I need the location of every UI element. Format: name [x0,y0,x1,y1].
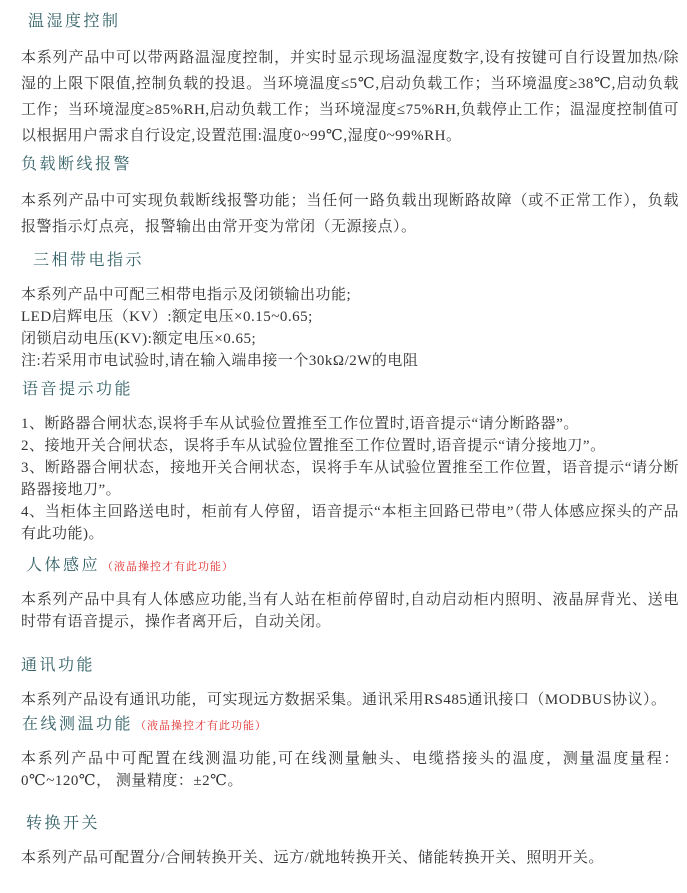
section-title-text: 转换开关 [26,815,101,832]
section-heading [21,13,679,32]
section-human-body-sensing [21,557,679,633]
section-voice-prompt [21,381,679,545]
section-heading [21,252,679,271]
section-title-text: 温湿度控制 [28,13,121,30]
section-title-text: 语音提示功能 [22,381,134,398]
list-item: 3、断路器合闸状态，接地开关合闸状态，误将手车从试验位置推至工作位置，语音提示“请分断路器接地刀”。 [21,460,679,498]
section-heading [21,381,679,400]
paragraph: 本系列产品中具有人体感应功能,当有人站在柜前停留时,自动启动柜内照明、液晶屏背光、送电时带有语音提示，操作者离开后，自动关闭。 [21,592,679,630]
paragraph: 本系列产品中可配置在线测温功能,可在线测量触头、电缆搭接头的温度，测量温度量程：0℃~120℃， 测量精度：±2℃。 [21,751,679,789]
list-item: 2、接地开关合闸状态，误将手车从试验位置推至工作位置时,语音提示“请分接地刀”。 [21,438,606,454]
paragraph: 注:若采用市电试验时,请在输入端串接一个30kΩ/2W的电阻 [21,353,419,369]
section-title-text: 三相带电指示 [33,252,145,269]
section-title-note: （液晶操控才有此功能） [102,561,235,573]
paragraph: LED启辉电压（KV）:额定电压×0.15~0.65; [21,309,313,325]
section-title-text: 在线测温功能 [22,716,134,733]
section-three-phase-live-indication [21,252,679,372]
section-title-note: （液晶操控才有此功能） [135,720,268,732]
section-load-disconnection-alarm [21,156,679,240]
section-title-text: 通讯功能 [21,657,96,674]
section-heading [21,156,679,175]
paragraph: 本系列产品中可实现负载断线报警功能；当任何一路负载出现断路故障（或不正常工作），负载报警指示灯点亮，报警输出由常开变为常闭（无源接点）。 [21,193,679,235]
section-heading [21,557,679,576]
list-item: 1、断路器合闸状态,误将手车从试验位置推至工作位置时,语音提示“请分断路器”。 [21,416,579,432]
section-temperature-humidity-control [21,13,679,149]
section-heading [21,815,679,834]
section-communication [21,657,679,711]
paragraph: 本系列产品中可配三相带电指示及闭锁输出功能; [21,287,352,303]
paragraph: 本系列产品中可以带两路温湿度控制，并实时显示现场温湿度数字,设有按键可自行设置加热/除湿的上限下限值,控制负载的投退。当环境温度≤5℃,启动负载工作；当环境温度≥38℃,启动负载工作；当环境湿度≥85%RH,启动负载工作；当环境湿度≤75%RH,负载停止工作；温湿度控制值可以根据用户需求自行设定,设置范围:温度0~99℃,湿度0~99%RH。 [21,50,679,144]
paragraph: 本系列产品可配置分/合闸转换开关、远方/就地转换开关、储能转换开关、照明开关。 [21,850,604,866]
section-changeover-switch [21,815,679,869]
section-heading [21,657,679,676]
section-title-text: 负载断线报警 [21,156,133,173]
section-title-text: 人体感应 [26,557,101,574]
section-online-temperature-measurement [21,716,679,792]
paragraph: 本系列产品设有通讯功能，可实现远方数据采集。通讯采用RS485通讯接口（MODBUS协议）。 [21,692,667,708]
paragraph: 闭锁启动电压(KV):额定电压×0.65; [21,331,257,347]
list-item: 4、当柜体主回路送电时，柜前有人停留，语音提示“本柜主回路已带电”（带人体感应探头的产品有此功能)。 [21,504,679,542]
section-heading [21,716,679,735]
